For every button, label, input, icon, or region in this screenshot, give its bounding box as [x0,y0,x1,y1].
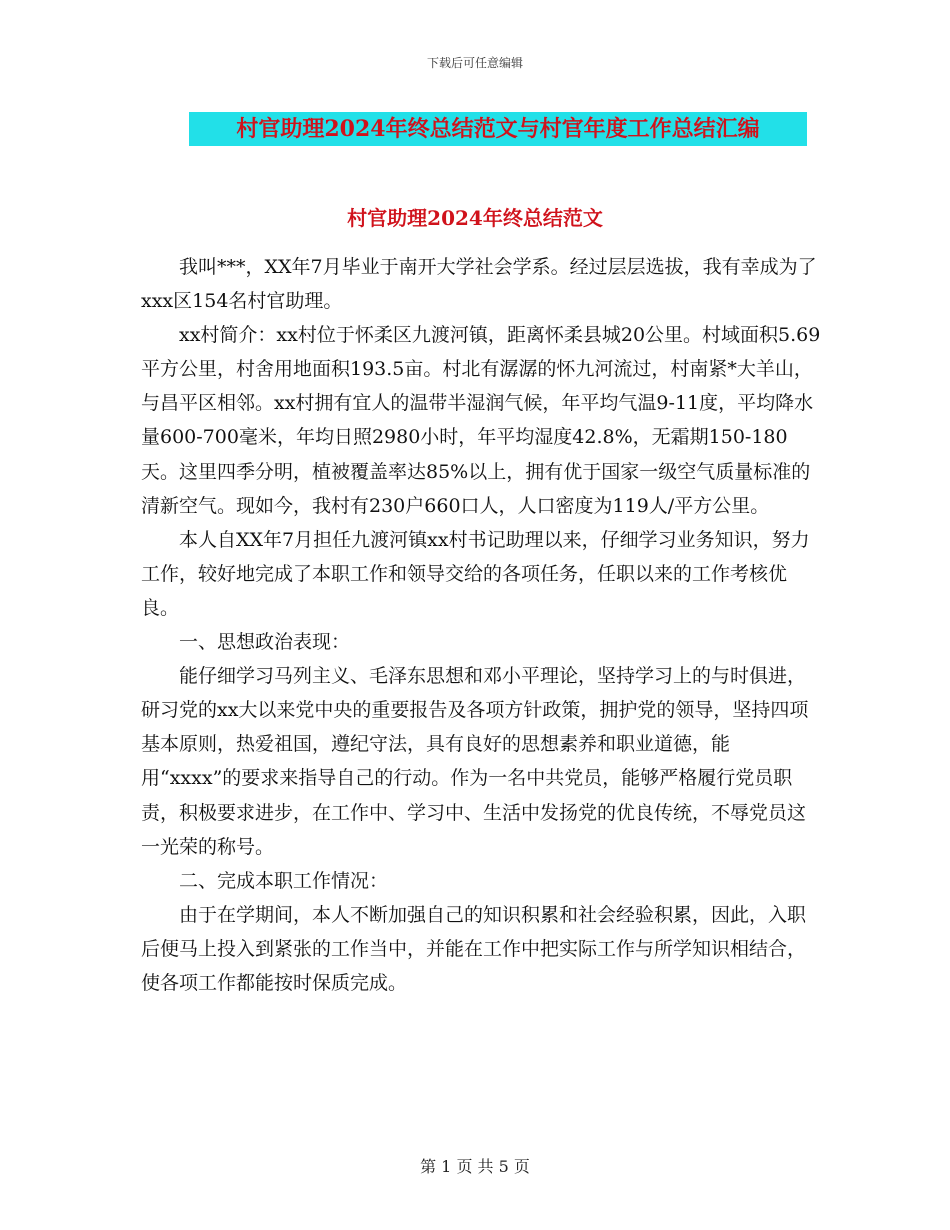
paragraph-duties: 由于在学期间，本人不断加强自己的知识积累和社会经验积累，因此，入职后便马上投入到紧张的工作当中，并能在工作中把实际工作与所学知识相结合，使各项工作都能按时保质完成。 [141,903,807,994]
body-text [141,250,821,1000]
header-note: 下载后可任意编辑 [426,56,523,70]
document-title: 村官助理2024年终总结范文与村官年度工作总结汇编 [189,112,807,146]
paragraph-work-summary: 本人自XX年7月担任九渡河镇xx村书记助理以来，仔细学习业务知识，努力工作，较好地完成了本职工作和领导交给的各项任务，任职以来的工作考核优良。 [141,528,810,619]
paragraph-political: 能仔细学习马列主义、毛泽东思想和邓小平理论，坚持学习上的与时俱进，研习党的xx大以来党中央的重要报告及各项方针政策，拥护党的领导，坚持四项基本原则，热爱祖国，遵纪守法，具有良好的思想素养和职业道德，能用“xxxx”的要求来指导自己的行动。作为一名中共党员，能够严格履行党员职责，积极要求进步，在工作中、学习中、生活中发扬党的优良传统，不辱党员这一光荣的称号。 [141,665,809,858]
paragraph-village-profile: xx村简介：xx村位于怀柔区九渡河镇，距离怀柔县城20公里。村域面积5.69平方公里，村舍用地面积193.5亩。村北有潺潺的怀九河流过，村南紧*大羊山，与昌平区相邻。xx村拥有宜人的温带半湿润气候，年平均气温9-11度，平均降水量600-700毫米，年均日照2980小时，年平均湿度42.8%，无霜期150-180天。这里四季分明，植被覆盖率达85%以上，拥有优于国家一级空气质量标准的清新空气。现如今，我村有230户660口人，人口密度为119人/平方公里。 [141,324,821,517]
paragraph-intro: 我叫***，XX年7月毕业于南开大学社会学系。经过层层选拔，我有幸成为了xxx区154名村官助理。 [141,256,817,313]
heading-political: 一、思想政治表现： [179,631,351,654]
section-title: 村官助理2024年终总结范文 [347,206,603,230]
page-footer: 第 1 页 共 5 页 [420,1157,530,1176]
heading-duties: 二、完成本职工作情况： [179,869,389,892]
